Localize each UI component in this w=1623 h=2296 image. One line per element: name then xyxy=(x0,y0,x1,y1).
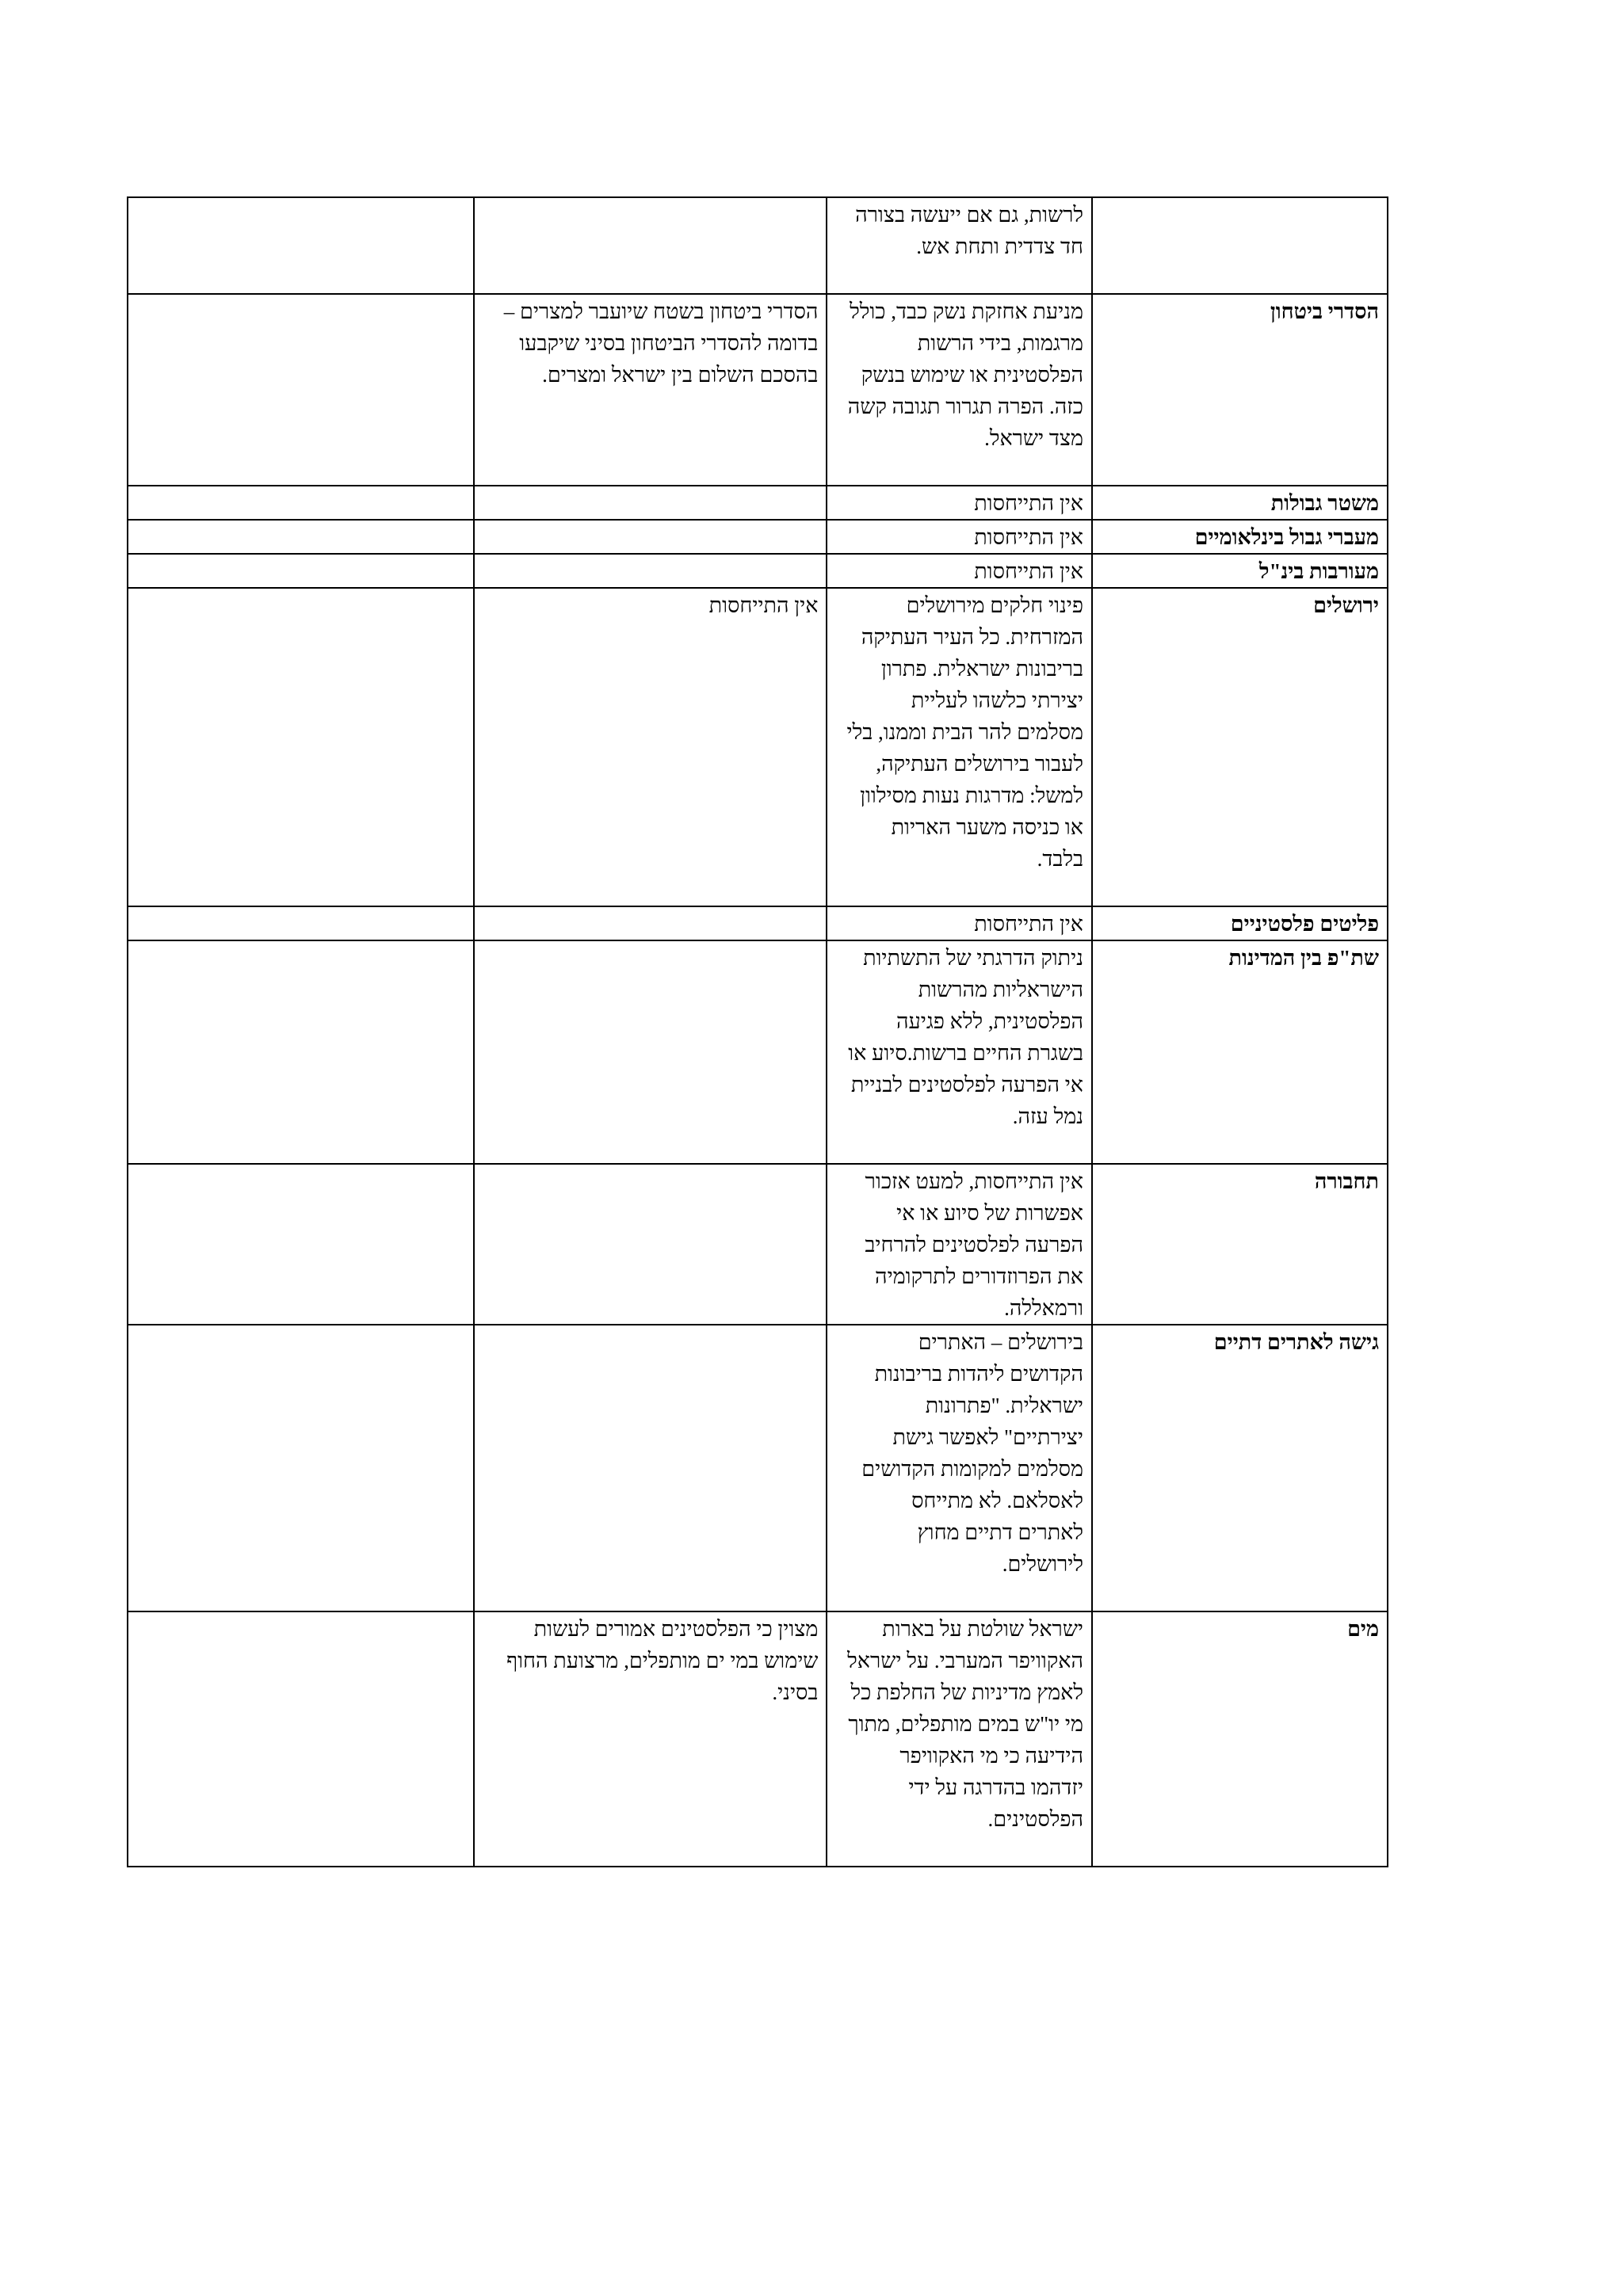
table-row xyxy=(128,554,1388,588)
table-row xyxy=(128,486,1388,520)
table-row xyxy=(128,940,1388,1164)
row-cell-plan-b xyxy=(474,197,827,294)
row-cell-plan-a: אין התייחסות xyxy=(827,906,1092,940)
row-cell-plan-a: פינוי חלקים מירושלים המזרחית. כל העיר העתיקה בריבונות ישראלית. פתרון יצירתי כלשהו לעליית מסלמים להר הבית וממנו, בלי לעבור בירושלים העתיקה, למשל: מדרגות נעות מסילוון או כניסה משער האריות בלבד. xyxy=(827,588,1092,906)
row-cell-plan-a: ניתוק הדרגתי של התשתיות הישראליות מהרשות הפלסטינית, ללא פגיעה בשגרת החיים ברשות.סיוע או אי הפרעה לפלסטינים לבניית נמל עזה. xyxy=(827,940,1092,1164)
row-cell-plan-c xyxy=(128,197,474,294)
row-cell-plan-c xyxy=(128,554,474,588)
row-cell-plan-a: אין התייחסות xyxy=(827,554,1092,588)
row-cell-plan-c xyxy=(128,294,474,486)
row-topic: גישה לאתרים דתיים xyxy=(1092,1325,1388,1611)
table-row xyxy=(128,906,1388,940)
row-cell-plan-a: לרשות, גם אם ייעשה בצורה חד צדדית ותחת אש. xyxy=(827,197,1092,294)
row-topic: מים xyxy=(1092,1611,1388,1867)
table-row xyxy=(128,520,1388,554)
table-row xyxy=(128,1611,1388,1867)
row-topic xyxy=(1092,197,1388,294)
row-cell-plan-c xyxy=(128,1611,474,1867)
row-topic: משטר גבולות xyxy=(1092,486,1388,520)
table-row xyxy=(128,197,1388,294)
row-topic: מעורבות בינ"ל xyxy=(1092,554,1388,588)
row-cell-plan-c xyxy=(128,906,474,940)
row-cell-plan-c xyxy=(128,486,474,520)
row-topic: הסדרי ביטחון xyxy=(1092,294,1388,486)
table-row xyxy=(128,294,1388,486)
row-cell-plan-a: אין התייחסות xyxy=(827,486,1092,520)
comparison-table xyxy=(127,196,1388,1867)
row-cell-plan-c xyxy=(128,588,474,906)
row-cell-plan-b xyxy=(474,906,827,940)
row-cell-plan-b xyxy=(474,940,827,1164)
row-topic: שת"פ בין המדינות xyxy=(1092,940,1388,1164)
table-row xyxy=(128,588,1388,906)
row-cell-plan-a: בירושלים – האתרים הקדושים ליהדות בריבונות ישראלית. "פתרונות יצירתיים" לאפשר גישת מסלמים למקומות הקדושים לאסלאם. לא מתייחס לאתרים דתיים מחוץ לירושלים. xyxy=(827,1325,1092,1611)
row-cell-plan-b xyxy=(474,554,827,588)
row-cell-plan-b: מצוין כי הפלסטינים אמורים לעשות שימוש במי ים מותפלים, מרצועת החוף בסיני. xyxy=(474,1611,827,1867)
row-cell-plan-b: אין התייחסות xyxy=(474,588,827,906)
row-topic: ירושלים xyxy=(1092,588,1388,906)
row-cell-plan-b xyxy=(474,486,827,520)
row-cell-plan-b xyxy=(474,520,827,554)
row-cell-plan-a: מניעת אחזקת נשק כבד, כולל מרגמות, בידי הרשות הפלסטינית או שימוש בנשק כזה. הפרה תגרור תגובה קשה מצד ישראל. xyxy=(827,294,1092,486)
row-cell-plan-a: אין התייחסות, למעט אזכור אפשרות של סיוע או אי הפרעה לפלסטינים להרחיב את הפרוזדורים לתרקומיה ורמאללה. xyxy=(827,1164,1092,1325)
row-cell-plan-b xyxy=(474,1164,827,1325)
row-cell-plan-c xyxy=(128,520,474,554)
table-row xyxy=(128,1164,1388,1325)
row-cell-plan-c xyxy=(128,940,474,1164)
row-topic: תחבורה xyxy=(1092,1164,1388,1325)
row-cell-plan-a: אין התייחסות xyxy=(827,520,1092,554)
table-row xyxy=(128,1325,1388,1611)
row-cell-plan-c xyxy=(128,1325,474,1611)
row-cell-plan-c xyxy=(128,1164,474,1325)
row-cell-plan-a: ישראל שולטת על בארות האקוויפר המערבי. על ישראל לאמץ מדיניות של החלפת כל מי יו"ש במים מותפלים, מתוך הידיעה כי מי האקוויפר יזדהמו בהדרגה על ידי הפלסטינים. xyxy=(827,1611,1092,1867)
row-topic: פליטים פלסטיניים xyxy=(1092,906,1388,940)
row-cell-plan-b: הסדרי ביטחון בשטח שיועבר למצרים – בדומה להסדרי הביטחון בסיני שיקבעו בהסכם השלום בין ישראל ומצרים. xyxy=(474,294,827,486)
row-topic: מעברי גבול בינלאומיים xyxy=(1092,520,1388,554)
row-cell-plan-b xyxy=(474,1325,827,1611)
